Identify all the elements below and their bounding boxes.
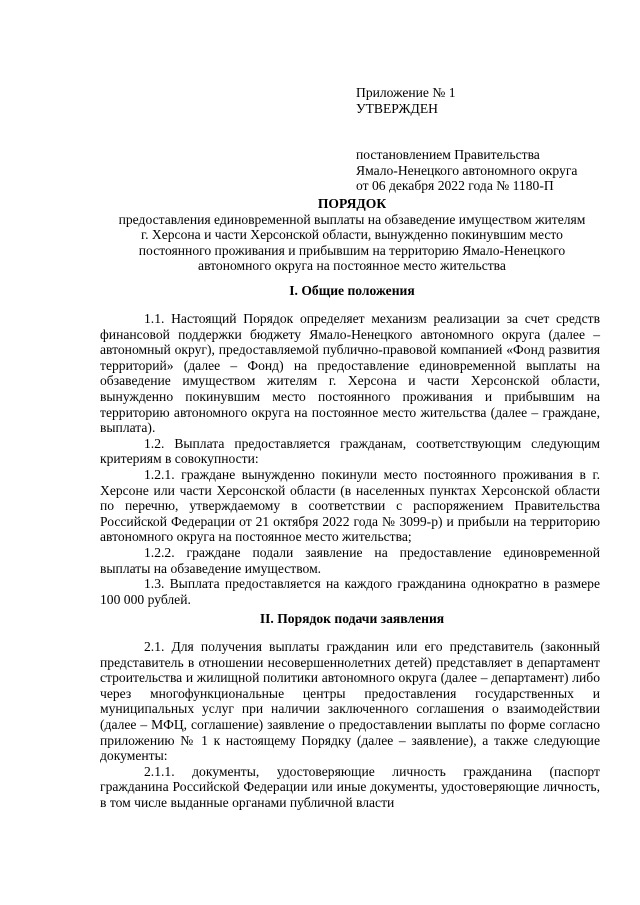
approval-line-3: от 06 декабря 2022 года № 1180-П	[356, 178, 554, 194]
paragraph-2-1-1: 2.1.1. документы, удостоверяющие личность гражданина (паспорт гражданина Российской Федерации или иные документы, удостоверяющие личность, в том числе выданные органами публичной власти	[100, 763, 600, 810]
title-line-2: г. Херсона и части Херсонской области, вынужденно покинувшим место	[141, 227, 563, 243]
approved-stamp: УТВЕРЖДЕН	[356, 100, 438, 116]
title-line-4: автономного округа на постоянное место жительства	[198, 258, 506, 274]
section-2-heading: II. Порядок подачи заявления	[259, 611, 445, 626]
paragraph-2-1: 2.1. Для получения выплаты гражданин или его представитель (законный представитель в отношении несовершеннолетних детей) представляет в департамент строительства и жилищной политики автономного округа (далее – департамент) либо через многофункциональные центры предоставления государственных и муниципальных услуг при наличии заключенного соглашения о взаимодействии (далее – МФЦ, соглашение) заявление о предоставлении выплаты по форме согласно приложению № 1 к настоящему Порядку (далее – заявление), а также следующие документы:	[100, 639, 600, 764]
approval-block	[356, 85, 606, 194]
title-main: ПОРЯДОК	[317, 196, 387, 211]
appendix-number: Приложение № 1	[356, 85, 456, 100]
title-line-1: предоставления единовременной выплаты на обзаведение имуществом жителям	[118, 211, 586, 227]
paragraph-1-3: 1.3. Выплата предоставляется на каждого гражданина однократно в размере 100 000 рублей.	[100, 576, 600, 607]
section-1-body	[100, 311, 600, 607]
paragraph-1-2-2: 1.2.2. граждане подали заявление на предоставление единовременной выплаты на обзаведение имуществом.	[100, 544, 600, 576]
title-line-3: постоянного проживания и прибывшим на территорию Ямало-Ненецкого	[138, 242, 566, 258]
section-2-body	[100, 639, 600, 811]
spacer	[356, 116, 606, 147]
paragraph-1-2: 1.2. Выплата предоставляется гражданам, соответствующим следующим критериям в совокупности:	[100, 435, 600, 467]
document-title	[96, 196, 608, 274]
paragraph-1-1: 1.1. Настоящий Порядок определяет механизм реализации за счет средств финансовой поддержки бюджету Ямало-Ненецкого автономного округа (далее – автономный округ), предоставляемой публично-правовой компанией «Фонд развития территорий» (далее – Фонд) на предоставление единовременной выплаты на обзаведение имуществом жителям г. Херсона и части Херсонской области, вынужденно покинувшим место постоянного проживания и прибывшим на территорию автономного округа на постоянное место жительства (далее – граждане, выплата).	[100, 311, 600, 436]
paragraph-1-2-1: 1.2.1. граждане вынужденно покинули место постоянного проживания в г. Херсоне или части Херсонской области (в населенных пунктах Херсонской области по перечню, утверждаемому в соответствии с распоряжением Правительства Российской Федерации от 21 октября 2022 года № 3099-р) и прибыли на территорию автономного округа на постоянное место жительства;	[100, 466, 600, 545]
approval-line-1: постановлением Правительства	[356, 147, 540, 163]
approval-line-2: Ямало-Ненецкого автономного округа	[356, 162, 578, 178]
section-1-heading: I. Общие положения	[289, 283, 415, 298]
